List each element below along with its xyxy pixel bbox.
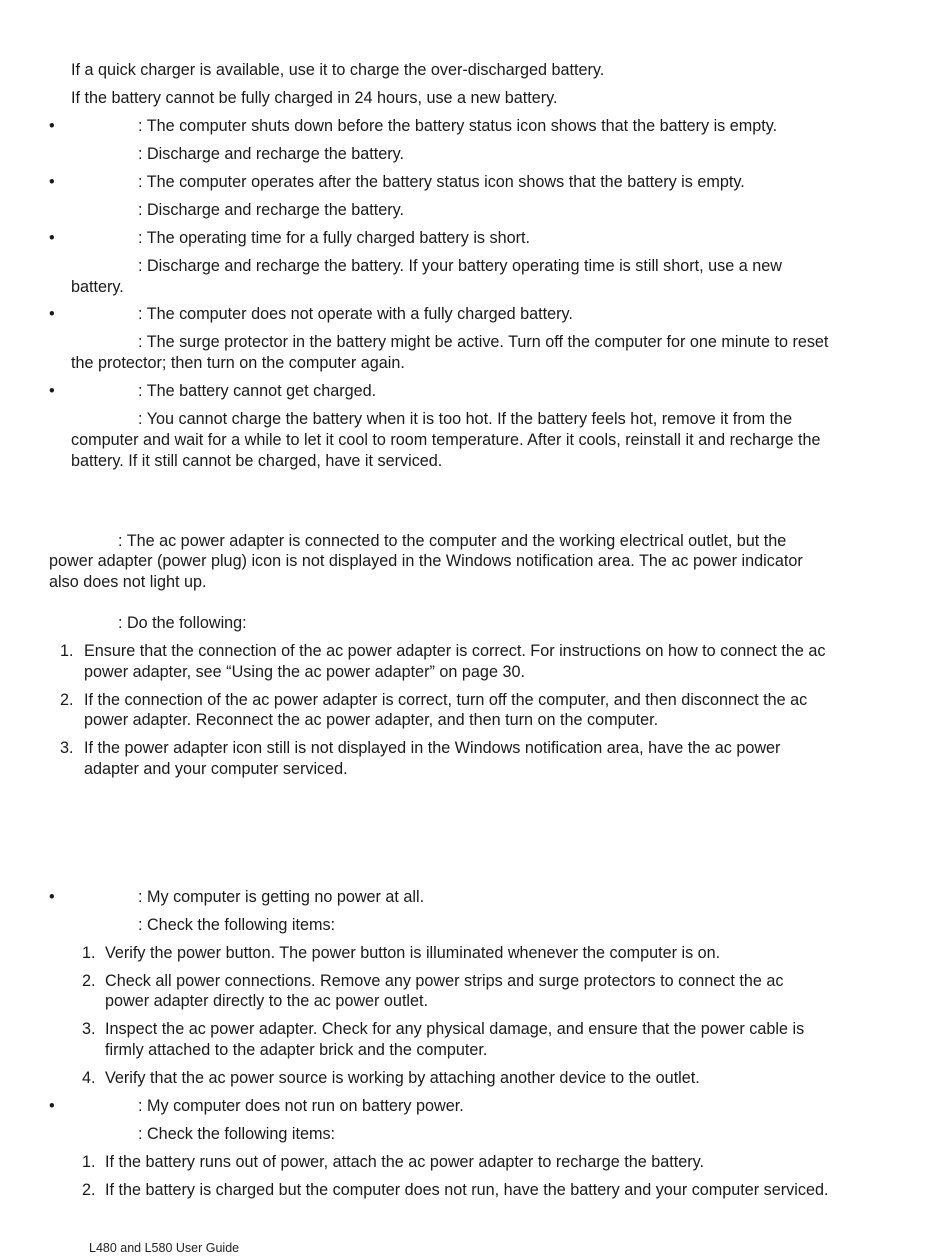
bullet: • bbox=[49, 173, 55, 191]
adapter-problem-line-3: also does not light up. bbox=[49, 573, 207, 591]
bullet: • bbox=[49, 305, 55, 323]
battery-solution-5-line-2: computer and wait for a while to let it cool to room temperature. After it cools, reinstall it and recharge the bbox=[71, 431, 821, 449]
adapter-step-1-line-2: power adapter, see “Using the ac power adapter” on page 30. bbox=[84, 663, 525, 681]
adapter-step-3-line-2: adapter and your computer serviced. bbox=[84, 760, 348, 778]
adapter-step-number: 2. bbox=[60, 691, 74, 709]
adapter-step-1-line-1: Ensure that the connection of the ac power adapter is correct. For instructions on how to connect the ac bbox=[84, 642, 826, 660]
battery-solution-1: : Discharge and recharge the battery. bbox=[138, 145, 405, 163]
bullet: • bbox=[49, 117, 55, 135]
power-step-number: 4. bbox=[82, 1069, 96, 1087]
power-problem-2: : My computer does not run on battery power. bbox=[138, 1097, 464, 1115]
power-step-number: 2. bbox=[82, 1181, 96, 1199]
power-step-number: 3. bbox=[82, 1020, 96, 1038]
power-step-number: 2. bbox=[82, 972, 96, 990]
power-step-number: 1. bbox=[82, 1153, 96, 1171]
battery-problem-3: : The operating time for a fully charged battery is short. bbox=[138, 229, 530, 247]
battery-problem-2: : The computer operates after the battery status icon shows that the battery is empty. bbox=[138, 173, 745, 191]
power-p2-step-1: If the battery runs out of power, attach the ac power adapter to recharge the battery. bbox=[105, 1153, 704, 1171]
adapter-solution: : Do the following: bbox=[118, 614, 247, 632]
battery-solution-4-line-1: : The surge protector in the battery might be active. Turn off the computer for one minute to reset bbox=[138, 333, 829, 351]
page-footer: L480 and L580 User Guide bbox=[89, 1241, 240, 1255]
battery-solution-5-line-3: battery. If it still cannot be charged, have it serviced. bbox=[71, 452, 443, 470]
bullet: • bbox=[49, 888, 55, 906]
battery-intro-line-1: If a quick charger is available, use it to charge the over-discharged battery. bbox=[71, 61, 605, 79]
power-step-3-line-2: firmly attached to the adapter brick and the computer. bbox=[105, 1041, 488, 1059]
battery-solution-3-line-1: : Discharge and recharge the battery. If your battery operating time is still short, use a new bbox=[138, 257, 782, 275]
power-step-3-line-1: Inspect the ac power adapter. Check for any physical damage, and ensure that the power cable is bbox=[105, 1020, 805, 1038]
power-p2-step-2: If the battery is charged but the computer does not run, have the battery and your computer serviced. bbox=[105, 1181, 829, 1199]
adapter-step-number: 1. bbox=[60, 642, 74, 660]
battery-problem-5: : The battery cannot get charged. bbox=[138, 382, 377, 400]
battery-solution-4-line-2: the protector; then turn on the computer again. bbox=[71, 354, 405, 372]
power-solution-1: : Check the following items: bbox=[138, 916, 336, 934]
power-solution-2: : Check the following items: bbox=[138, 1125, 336, 1143]
battery-intro-line-2: If the battery cannot be fully charged in 24 hours, use a new battery. bbox=[71, 89, 558, 107]
bullet: • bbox=[49, 1097, 55, 1115]
bullet: • bbox=[49, 382, 55, 400]
power-step-2-line-2: power adapter directly to the ac power outlet. bbox=[105, 992, 429, 1010]
adapter-step-2-line-1: If the connection of the ac power adapter is correct, turn off the computer, and then disconnect the ac bbox=[84, 691, 808, 709]
adapter-step-2-line-2: power adapter. Reconnect the ac power adapter, and then turn on the computer. bbox=[84, 711, 659, 729]
power-step-number: 1. bbox=[82, 944, 96, 962]
power-problem-1: : My computer is getting no power at all. bbox=[138, 888, 425, 906]
battery-solution-2: : Discharge and recharge the battery. bbox=[138, 201, 405, 219]
bullet: • bbox=[49, 229, 55, 247]
adapter-step-number: 3. bbox=[60, 739, 74, 757]
battery-problem-1: : The computer shuts down before the battery status icon shows that the battery is empty. bbox=[138, 117, 778, 135]
battery-solution-3-line-2: battery. bbox=[71, 278, 124, 296]
power-step-1: Verify the power button. The power button is illuminated whenever the computer is on. bbox=[105, 944, 721, 962]
battery-solution-5-line-1: : You cannot charge the battery when it is too hot. If the battery feels hot, remove it from the bbox=[138, 410, 793, 428]
power-step-4: Verify that the ac power source is working by attaching another device to the outlet. bbox=[105, 1069, 700, 1087]
adapter-problem-line-1: : The ac power adapter is connected to the computer and the working electrical outlet, but the bbox=[118, 532, 787, 550]
battery-problem-4: : The computer does not operate with a fully charged battery. bbox=[138, 305, 573, 323]
adapter-problem-line-2: power adapter (power plug) icon is not displayed in the Windows notification area. The ac power indicator bbox=[49, 552, 803, 570]
power-step-2-line-1: Check all power connections. Remove any power strips and surge protectors to connect the ac bbox=[105, 972, 784, 990]
adapter-step-3-line-1: If the power adapter icon still is not displayed in the Windows notification area, have the ac power bbox=[84, 739, 781, 757]
